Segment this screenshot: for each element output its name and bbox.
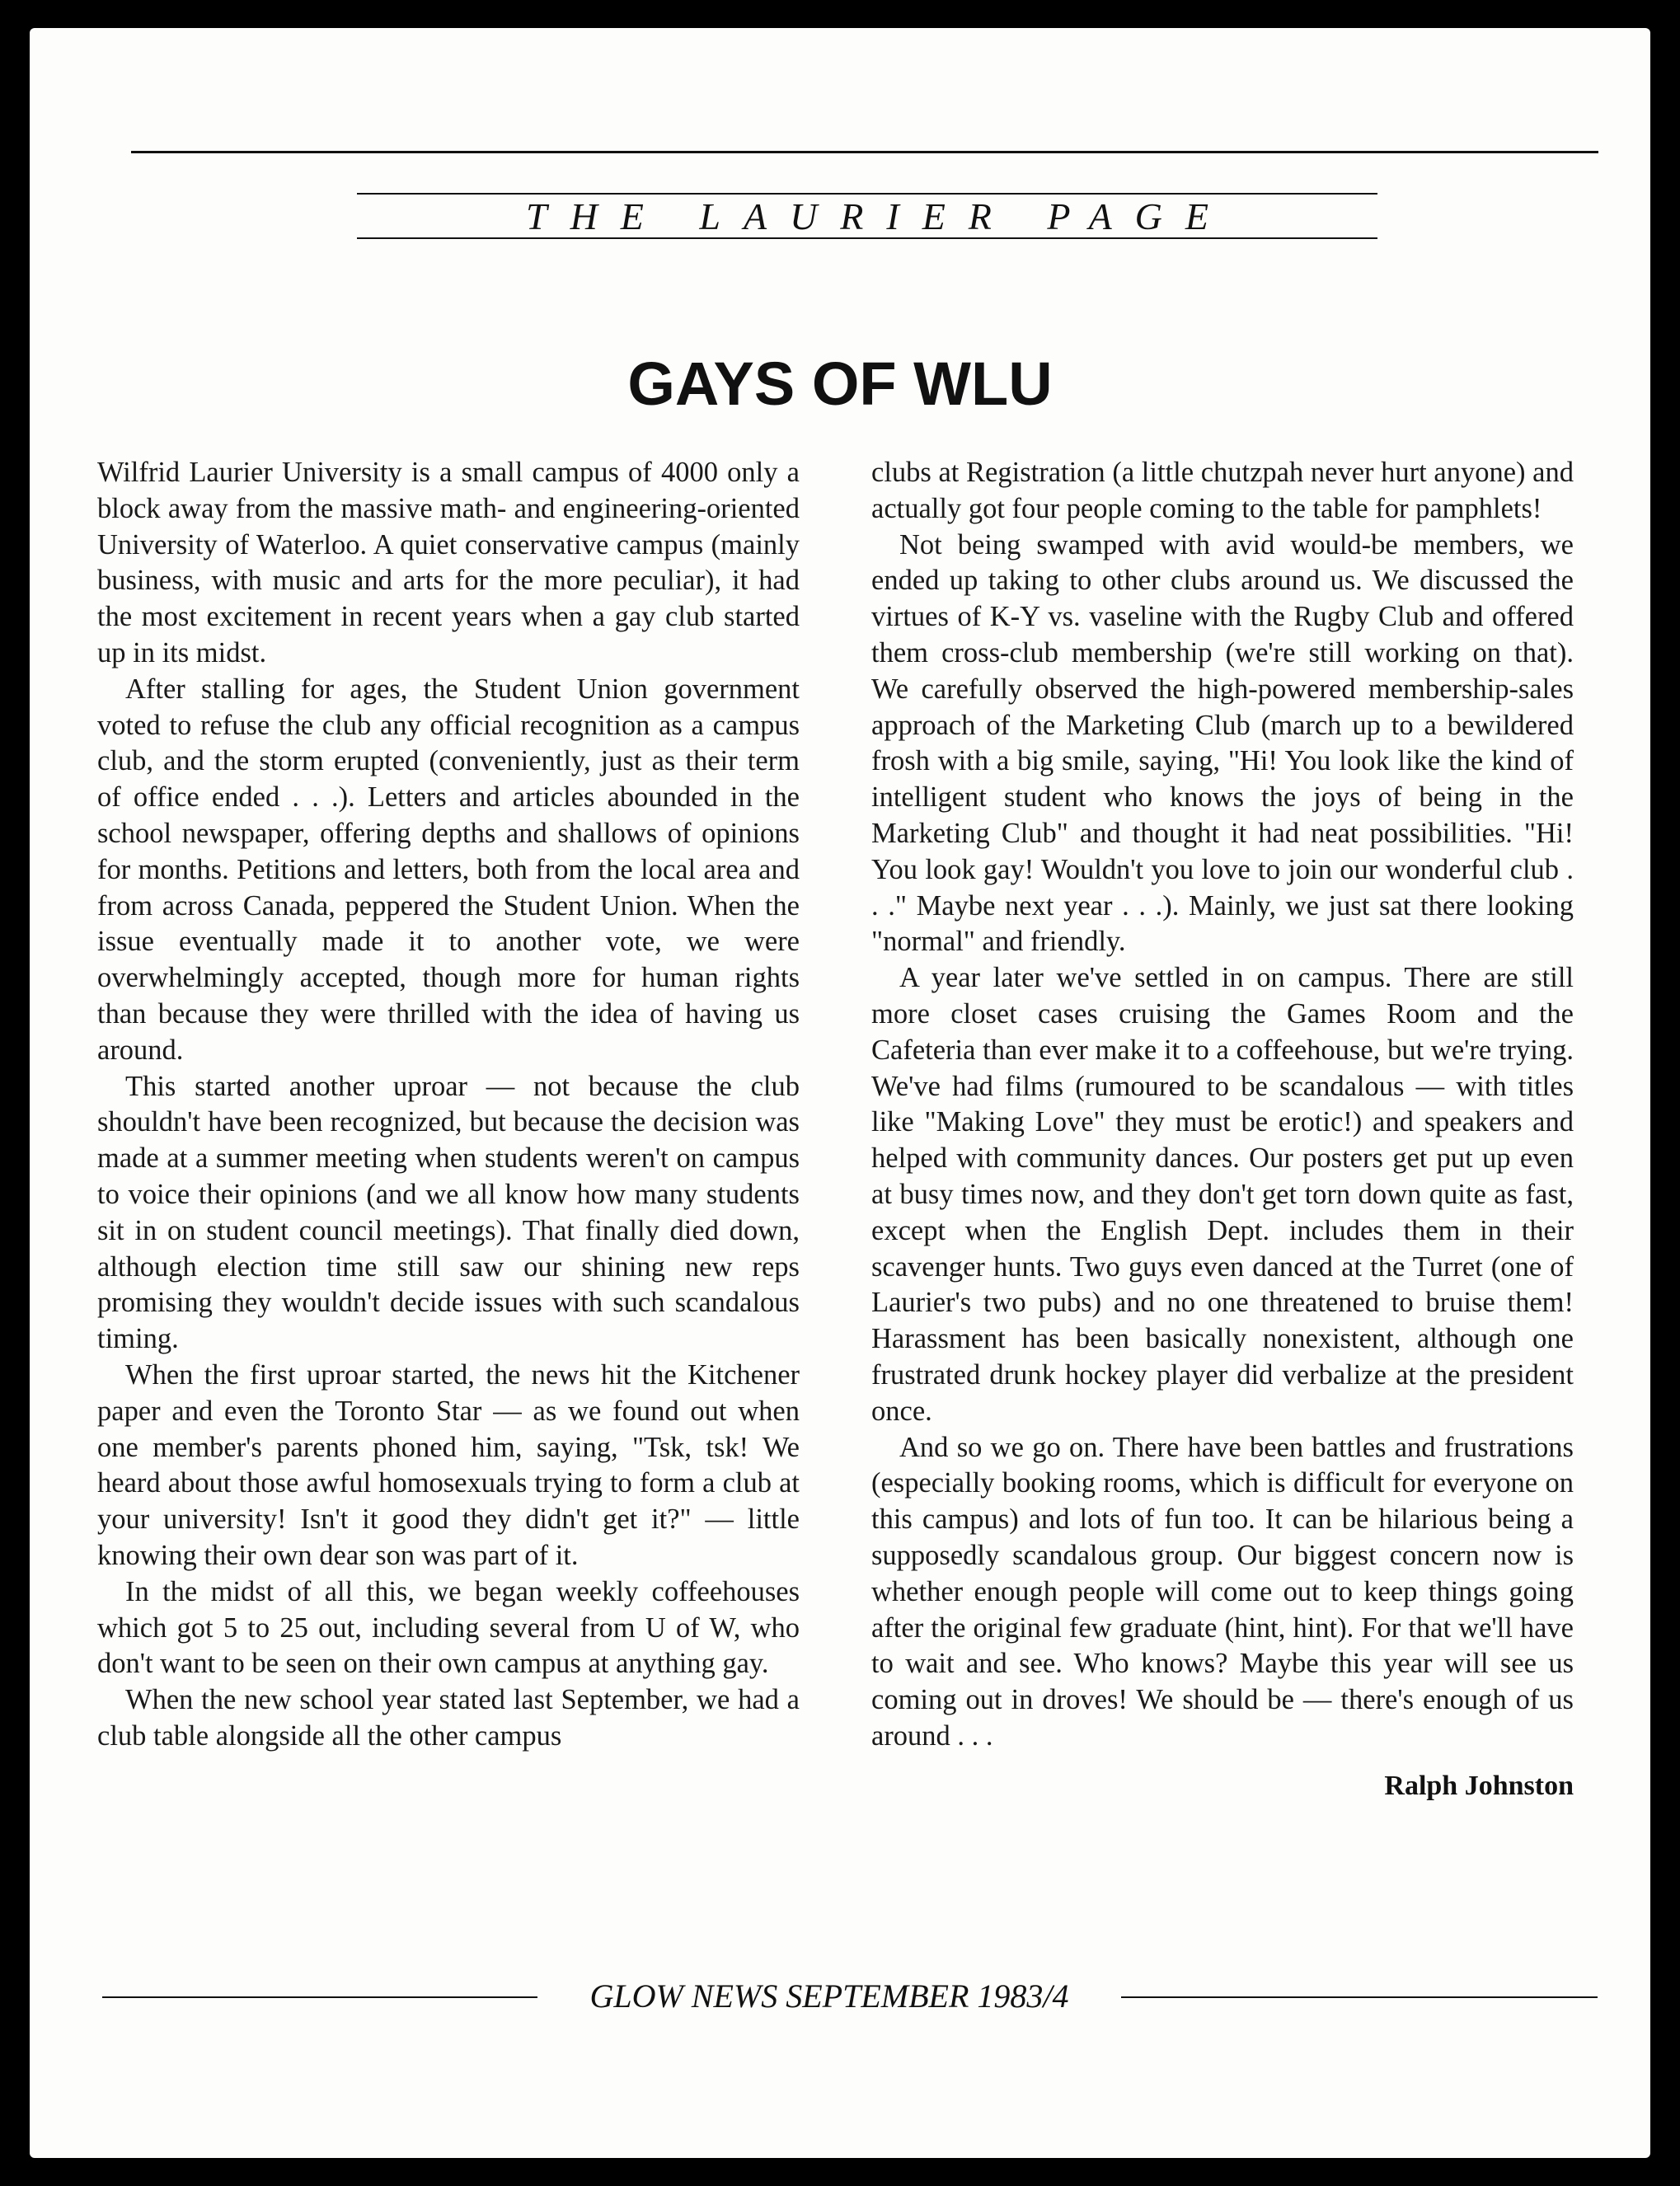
paragraph: Not being swamped with avid would-be members, we ended up taking to other clubs around us. We discussed the virtues of K-Y vs. vaseline with the Rugby Club and offered them cross-club membership (we're still working on that). We carefully observed the high-powered membership-sales approach of the Marketing Club (march up to a bewildered frosh with a big smile, saying, "Hi! You look like the kind of intelligent student who knows the joys of being in the Marketing Club" and thought it had neat possibilities. "Hi! You look gay! Wouldn't you love to join our wonderful club . . ." Maybe next year . . .). Mainly, we just sat there looking "normal" and friendly.: [871, 528, 1574, 958]
article-column-right: [871, 455, 1574, 1804]
section-head-rule-bottom: [357, 237, 1377, 239]
newsletter-page: [30, 28, 1650, 2158]
paragraph: clubs at Registration (a little chutzpah never hurt anyone) and actually got four people coming to the table for pamphlets!: [871, 457, 1574, 524]
paragraph: When the first uproar started, the news hit the Kitchener paper and even the Toronto Star — as we found out when one member's parents phoned him, saying, "Tsk, tsk! We heard about those awful homosexuals trying to form a club at your university! Isn't it good they didn't get it?" — little knowing their own dear son was part of it.: [97, 1358, 800, 1571]
footer-issue-label: GLOW NEWS SEPTEMBER 1983/4: [589, 1977, 1069, 2015]
paragraph: When the new school year stated last September, we had a club table alongside all the other campus: [97, 1684, 800, 1752]
paragraph: And so we go on. There have been battles and frustrations (especially booking rooms, which is difficult for everyone on this campus) and lots of fun too. It can be hilarious being a supposedly scandalous group. Our biggest concern now is whether enough people will come out to keep things going after the original few graduate (hint, hint). For that we'll have to wait and see. Who knows? Maybe this year will see us coming out in droves! We should be — there's enough of us around . . .: [871, 1431, 1574, 1752]
paragraph: After stalling for ages, the Student Union government voted to refuse the club any official recognition as a campus club, and the storm erupted (conveniently, just as their term of office ended . . .). Letters and articles abounded in the school newspaper, offering depths and shallows of opinions for months. Petitions and letters, both from the local area and from across Canada, peppered the Student Union. When the issue eventually made it to another vote, we were overwhelmingly accepted, though more for human rights than because they were thrilled with the idea of having us around.: [97, 673, 800, 1066]
section-head-rule-top: [357, 193, 1377, 195]
article-title: GAYS OF WLU: [627, 349, 1053, 418]
section-heading: THE LAURIER PAGE: [525, 195, 1232, 237]
footer-rule-right: [1121, 1996, 1598, 1998]
paragraph: A year later we've settled in on campus. There are still more closet cases cruising the Games Room and the Cafeteria than ever make it to a coffeehouse, but we're trying. We've had films (rumoured to be scandalous — with titles like "Making Love" they must be erotic!) and speakers and helped with community dances. Our posters get put up even at busy times now, and they don't get torn down quite as fast, except when the English Dept. includes them in their scavenger hunts. Two guys even danced at the Turret (one of Laurier's two pubs) and no one threatened to bruise them! Harassment has been basically nonexistent, although one frustrated drunk hockey player did verbalize at the president once.: [871, 962, 1574, 1427]
author-byline: Ralph Johnston: [1384, 1770, 1574, 1801]
paragraph: This started another uproar — not because the club shouldn't have been recognized, but because the decision was made at a summer meeting when students weren't on campus to voice their opinions (and we all know how many students sit in on student council meetings). That finally died down, although election time still saw our shining new reps promising they wouldn't decide issues with such scandalous timing.: [97, 1070, 800, 1355]
footer-rule-left: [102, 1996, 537, 1998]
article-column-left: [97, 455, 800, 1755]
paragraph: In the midst of all this, we began weekly coffeehouses which got 5 to 25 out, including several from U of W, who don't want to be seen on their own campus at anything gay.: [97, 1575, 800, 1680]
top-rule: [131, 151, 1598, 153]
paragraph: Wilfrid Laurier University is a small campus of 4000 only a block away from the massive math- and engineering-oriented University of Waterloo. A quiet conservative campus (mainly business, with music and arts for the more peculiar), it had the most excitement in recent years when a gay club started up in its midst.: [97, 457, 800, 668]
